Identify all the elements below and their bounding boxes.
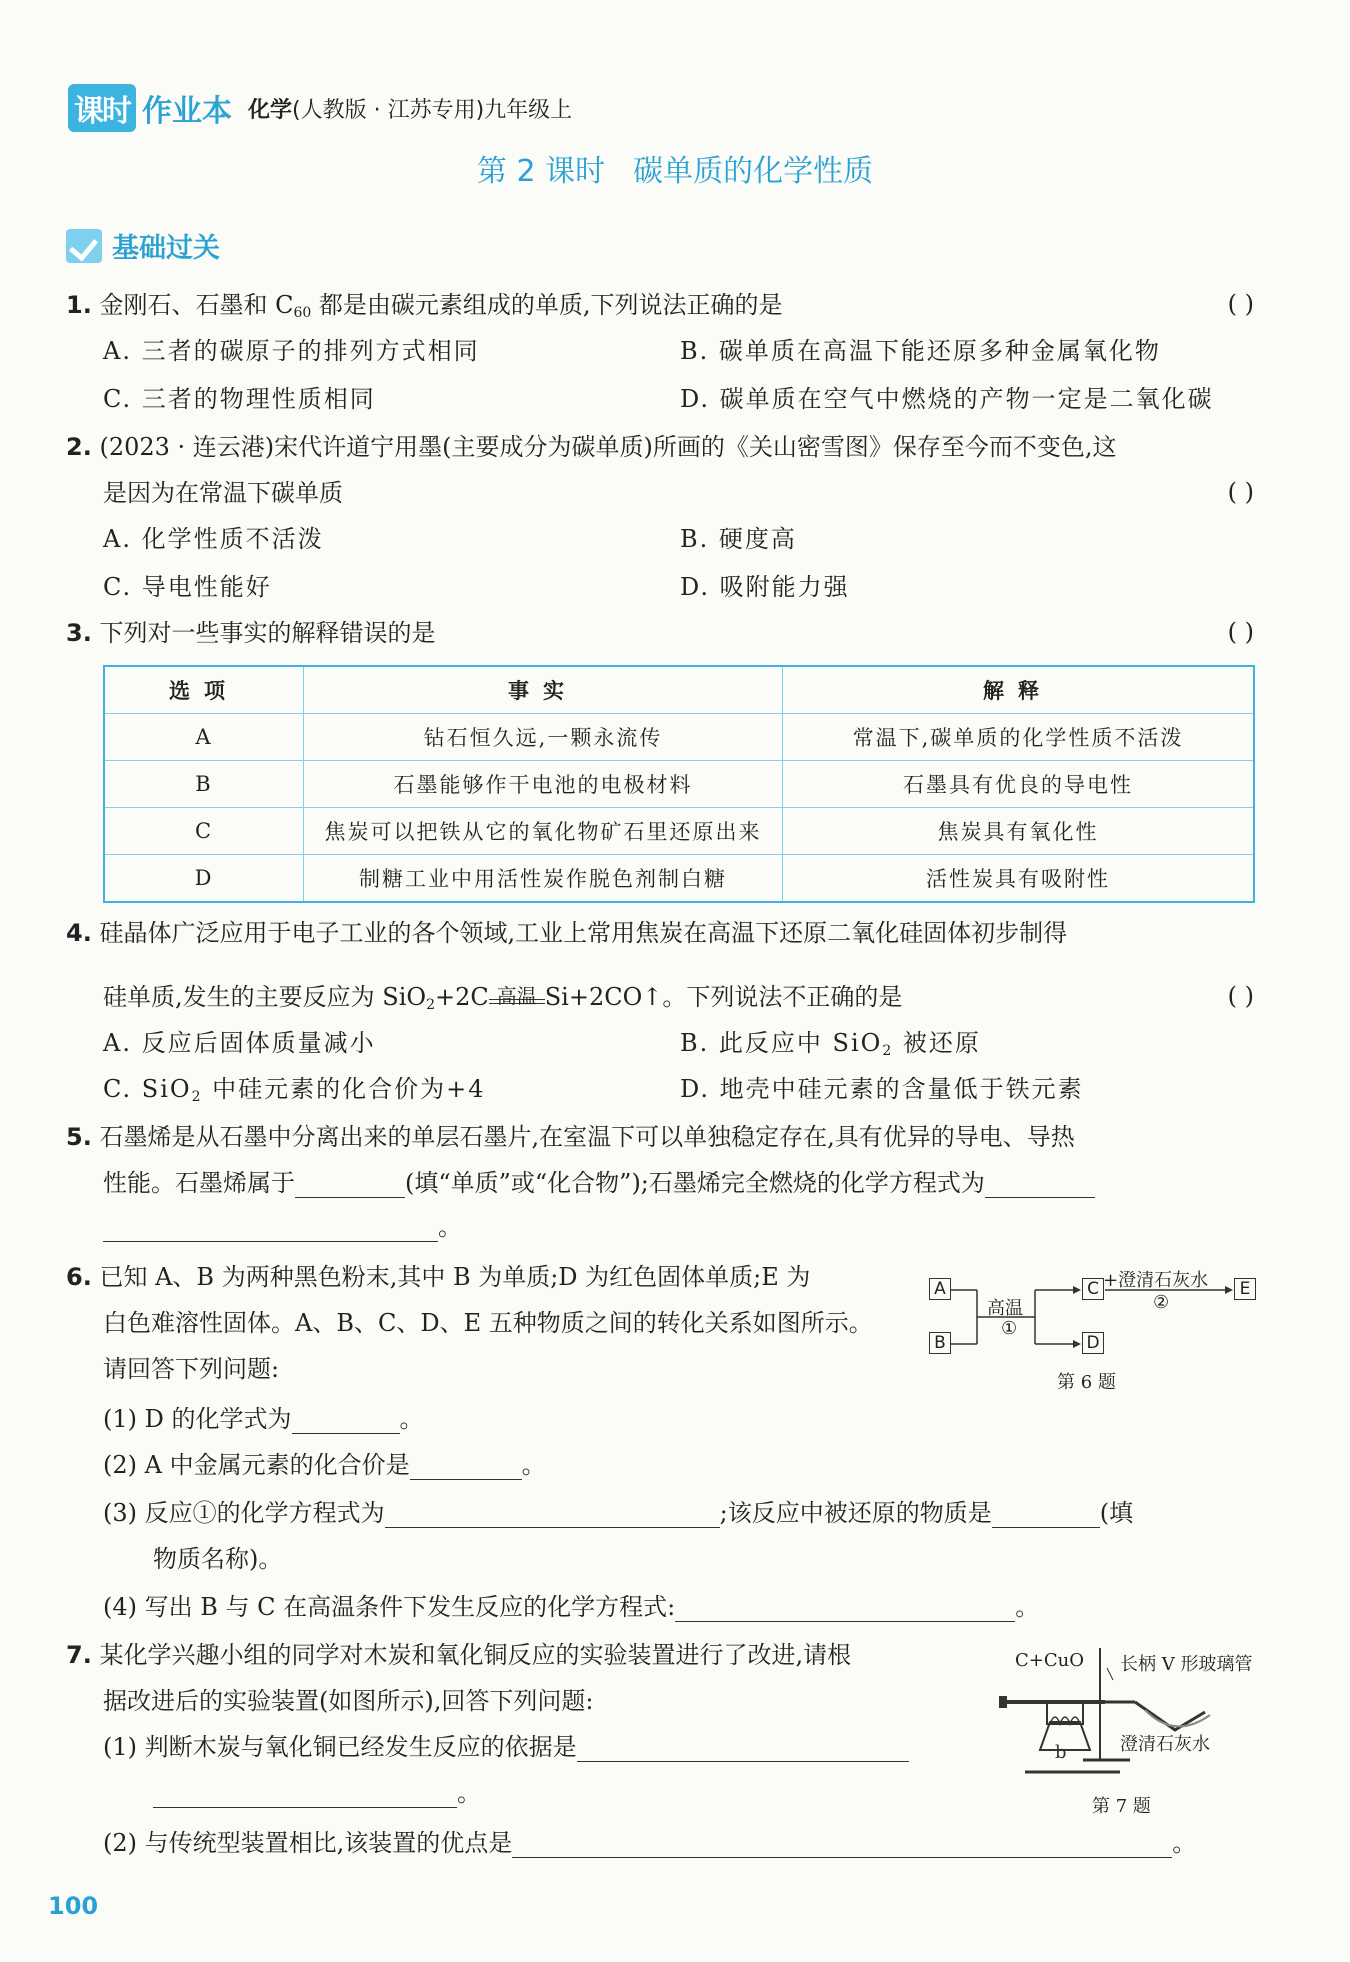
q7-sub1: (1) 判断木炭与氧化铜已经发生反应的依据是: [103, 1732, 909, 1762]
lesson-title: [0, 146, 1350, 190]
q6-line2: 白色难溶性固体。A、B、C、D、E 五种物质之间的转化关系如图所示。: [103, 1309, 873, 1337]
table-row: B 石墨能够作干电池的电极材料 石墨具有优良的导电性: [104, 761, 1254, 808]
q6-sub1: (1) D 的化学式为 。: [103, 1405, 424, 1433]
q6-reaction1: ①: [1001, 1318, 1018, 1339]
box-c: C: [1082, 1278, 1104, 1300]
q1-answer-paren: ( ): [1227, 290, 1254, 318]
logo-badge: 课时: [68, 84, 136, 132]
label-limewater: 澄清石灰水: [1120, 1734, 1210, 1755]
q1-option-c: C. 三者的物理性质相同: [103, 385, 376, 413]
q7-sub1-cont: 。: [153, 1778, 481, 1808]
q2-option-c: C. 导电性能好: [103, 573, 272, 601]
q6-line3: 请回答下列问题:: [103, 1355, 280, 1383]
q5-line2: 性能。石墨烯属于 (填“单质”或“化合物”);石墨烯完全燃烧的化学方程式为: [103, 1168, 1095, 1198]
q7-caption: 第 7 题: [1092, 1796, 1151, 1817]
q6-reaction2: ②: [1153, 1292, 1170, 1313]
q6-sub3-cont: 物质名称)。: [153, 1545, 283, 1573]
q1-option-a: A. 三者的碳原子的排列方式相同: [103, 337, 480, 365]
box-a: A: [929, 1278, 951, 1300]
q6-sub4: (4) 写出 B 与 C 在高温条件下发生反应的化学方程式: 。: [103, 1593, 1040, 1621]
q5-line3: 。: [103, 1212, 462, 1242]
checkbox-icon: [66, 229, 102, 263]
answer-blank[interactable]: [985, 1171, 1095, 1198]
answer-blank[interactable]: [410, 1453, 522, 1480]
q1-stem: 1. 金刚石、石墨和 $C_{60}$ 都是由碳元素组成的单质,下列说法正确的是: [66, 291, 783, 321]
answer-blank[interactable]: [295, 1171, 405, 1198]
table-header-row: [104, 666, 1254, 714]
q3-answer-paren: ( ): [1227, 618, 1254, 646]
table-row: A 钻石恒久远,一颗永流传 常温下,碳单质的化学性质不活泼: [104, 714, 1254, 761]
answer-blank[interactable]: [103, 1215, 438, 1242]
label-v-tube: 长柄 V 形玻璃管: [1120, 1654, 1253, 1675]
answer-blank[interactable]: [512, 1831, 1172, 1858]
q4-stem-line1: 4. 硅晶体广泛应用于电子工业的各个领域,工业上常用焦炭在高温下还原二氧化硅固体初步制得: [66, 919, 1068, 947]
q2-option-d: D. 吸附能力强: [680, 573, 850, 601]
q2-option-a: A. 化学性质不活泼: [103, 525, 324, 553]
q2-answer-paren: ( ): [1227, 478, 1254, 506]
q7-line2: 据改进后的实验装置(如图所示),回答下列问题:: [103, 1687, 594, 1715]
q6-sub3: (3) 反应①的化学方程式为 ;该反应中被还原的物质是 (填: [103, 1499, 1134, 1527]
answer-blank[interactable]: [675, 1595, 1015, 1622]
table-header-explanation: 解释: [783, 666, 1255, 714]
q7-apparatus-figure: [995, 1640, 1265, 1780]
q4-option-b: B. 此反应中 SiO$_2$ 被还原: [680, 1029, 981, 1059]
q1-option-d: D. 碳单质在空气中燃烧的产物一定是二氧化碳: [680, 385, 1214, 413]
q1-option-b: B. 碳单质在高温下能还原多种金属氧化物: [680, 337, 1161, 365]
q7-sub2: (2) 与传统型装置相比,该装置的优点是 。: [103, 1829, 1197, 1857]
q6-caption: 第 6 题: [1057, 1372, 1116, 1393]
table-row: D 制糖工业中用活性炭作脱色剂制白糖 活性炭具有吸附性: [104, 855, 1254, 903]
q4-option-c: C. SiO$_2$ 中硅元素的化合价为+4: [103, 1075, 486, 1105]
lesson-number: 第 2 课时: [476, 154, 606, 189]
answer-blank[interactable]: [292, 1407, 400, 1434]
q6-cond1: 高温: [987, 1298, 1023, 1319]
q4-option-d: D. 地壳中硅元素的含量低于铁元素: [680, 1075, 1084, 1103]
q7-line1: 7. 某化学兴趣小组的同学对木炭和氧化铜反应的实验装置进行了改进,请根: [66, 1641, 852, 1669]
q6-line1: 6. 已知 A、B 为两种黑色粉末,其中 B 为单质;D 为红色固体单质;E 为: [66, 1263, 811, 1291]
logo: [68, 84, 232, 132]
box-b: B: [929, 1332, 951, 1354]
q3-table: [103, 665, 1255, 903]
q4-stem-line2: 硅单质,发生的主要反应为 SiO$_2$+2C 高温 Si+2CO↑。下列说法不正确的是: [103, 983, 903, 1013]
q5-line1: 5. 石墨烯是从石墨中分离出来的单层石墨片,在室温下可以单独稳定存在,具有优异的导电、导热: [66, 1123, 1075, 1151]
q4-option-a: A. 反应后固体质量减小: [103, 1029, 376, 1057]
q2-stem-line1: 2. (2023 · 连云港)宋代许道宁用墨(主要成分为碳单质)所画的《关山密雪图》保存至今而不变色,这: [66, 433, 1117, 461]
answer-blank[interactable]: [385, 1501, 720, 1528]
answer-blank[interactable]: [153, 1781, 457, 1808]
answer-blank[interactable]: [577, 1735, 909, 1762]
q3-stem: 3. 下列对一些事实的解释错误的是: [66, 619, 436, 647]
q4-answer-paren: ( ): [1227, 982, 1254, 1010]
q6-cond2: +澄清石灰水: [1103, 1270, 1209, 1291]
q2-stem-line2: 是因为在常温下碳单质: [103, 479, 343, 507]
box-e: E: [1234, 1278, 1256, 1300]
page-number: 100: [48, 1892, 99, 1920]
q6-sub2: (2) A 中金属元素的化合价是 。: [103, 1451, 546, 1479]
table-row: C 焦炭可以把铁从它的氧化物矿石里还原出来 焦炭具有氧化性: [104, 808, 1254, 855]
logo-text: 作业本: [142, 94, 232, 129]
q2-option-b: B. 硬度高: [680, 525, 797, 553]
table-header-fact: 事实: [304, 666, 783, 714]
header-subject: 化学(人教版 · 江苏专用)九年级上: [248, 97, 573, 123]
header: [68, 84, 572, 132]
lesson-topic: 碳单质的化学性质: [633, 154, 874, 189]
answer-blank[interactable]: [992, 1501, 1100, 1528]
table-header-option: 选项: [104, 666, 304, 714]
section-heading: 基础过关: [66, 226, 220, 265]
svg-text:b: b: [1055, 1742, 1067, 1763]
label-c-cuo: C+CuO: [1015, 1650, 1084, 1671]
box-d: D: [1082, 1332, 1104, 1354]
